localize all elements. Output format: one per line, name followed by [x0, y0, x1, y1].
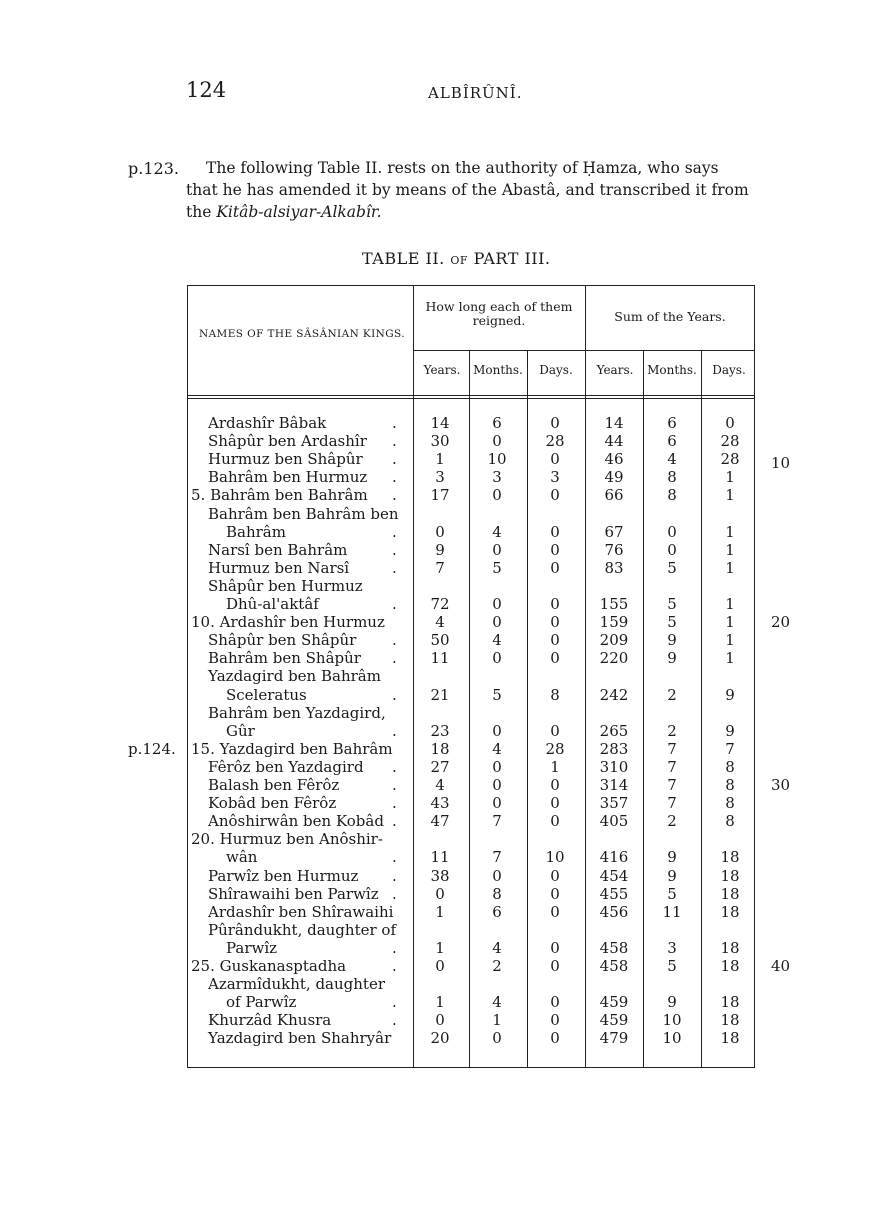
reign-value: 20 — [430, 1029, 450, 1048]
king-name: Balash ben Fêrôz — [208, 776, 340, 794]
reign-value: 5 — [492, 685, 502, 704]
sum-value: 283 — [599, 739, 629, 758]
sum-value: 18 — [720, 1029, 740, 1048]
king-name: Shîrawaihi ben Parwîz — [208, 884, 379, 903]
king-name: Khurzâd Khusra — [208, 1011, 332, 1030]
reign-value: 0 — [550, 721, 560, 740]
king-name: Dhû-al'aktâf — [226, 595, 319, 613]
king-name: Yazdagird ben Shahryâr — [208, 1029, 392, 1048]
reign-value: 0 — [492, 721, 502, 740]
leader-dots: . — [392, 866, 402, 885]
reign-value: 5 — [492, 558, 502, 577]
king-name: Bahrâm ben Bahrâm ben — [208, 504, 399, 523]
reign-value: 11 — [430, 848, 450, 867]
sum-value: 8 — [667, 468, 677, 487]
reign-value: 0 — [550, 540, 560, 559]
reign-value: 0 — [550, 486, 560, 505]
sum-value: 76 — [604, 540, 624, 559]
king-name: Pûrândukht, daughter of — [208, 920, 396, 939]
leader-dots: . — [392, 414, 402, 432]
leader-dots: . — [392, 993, 402, 1012]
reign-value: 0 — [550, 414, 560, 432]
leader-dots: . — [392, 776, 402, 794]
margin-reference: p.124. — [128, 739, 176, 758]
sum-value: 155 — [599, 595, 629, 613]
king-name: 10. Ardashîr ben Hurmuz — [191, 613, 385, 632]
table-title-part: TABLE II. — [362, 249, 445, 268]
leader-dots: . — [392, 631, 402, 650]
king-name: of Parwîz — [226, 993, 297, 1012]
king-name: Bahrâm ben Yazdagird, — [208, 703, 386, 722]
sum-value: 8 — [667, 486, 677, 505]
sum-value: 314 — [599, 776, 629, 794]
reign-value: 7 — [492, 812, 502, 831]
sum-value: 1 — [725, 613, 735, 632]
king-name: Shâpûr ben Ardashîr — [208, 432, 367, 451]
table-rule — [187, 398, 754, 399]
reign-value: 7 — [435, 558, 445, 577]
leader-dots: . — [392, 486, 402, 505]
table-rule — [187, 395, 754, 396]
table-rule — [585, 285, 586, 1068]
sum-value: 18 — [720, 848, 740, 867]
reign-value: 0 — [492, 432, 502, 451]
sum-value: 7 — [667, 776, 677, 794]
king-name: Bahrâm ben Hurmuz — [208, 468, 368, 487]
sum-value: 3 — [667, 938, 677, 957]
reign-value: 1 — [435, 938, 445, 957]
sum-value: 1 — [725, 468, 735, 487]
king-name: Anôshirwân ben Kobâd — [208, 812, 384, 831]
reign-value: 10 — [487, 450, 507, 469]
leader-dots: . — [392, 595, 402, 613]
header-names: NAMES OF THE SÂSÂNIAN KINGS. — [198, 328, 406, 340]
sum-value: 8 — [725, 794, 735, 813]
sum-value: 1 — [725, 522, 735, 541]
sum-value: 1 — [725, 486, 735, 505]
sum-value: 0 — [667, 522, 677, 541]
sum-value: 8 — [725, 757, 735, 776]
sum-value: 18 — [720, 938, 740, 957]
reign-value: 4 — [435, 776, 445, 794]
sum-value: 67 — [604, 522, 624, 541]
sum-value: 0 — [667, 540, 677, 559]
reign-value: 7 — [492, 848, 502, 867]
sum-value: 209 — [599, 631, 629, 650]
sum-value: 8 — [725, 812, 735, 831]
sum-value: 5 — [667, 558, 677, 577]
leader-dots: . — [392, 957, 402, 975]
sum-value: 2 — [667, 812, 677, 831]
sum-value: 14 — [604, 414, 624, 432]
king-name: Shâpûr ben Hurmuz — [208, 576, 363, 595]
sum-value: 83 — [604, 558, 624, 577]
reign-value: 0 — [550, 450, 560, 469]
subheader-years: Years. — [596, 363, 634, 377]
king-name: Gûr — [226, 721, 255, 740]
sum-value: 7 — [667, 739, 677, 758]
sum-value: 9 — [667, 993, 677, 1012]
reign-value: 1 — [550, 757, 560, 776]
book-title: Kitâb-alsiyar-Alkabîr. — [216, 203, 382, 221]
reign-value: 0 — [550, 649, 560, 668]
sum-value: 10 — [662, 1029, 682, 1048]
intro-line: The following Table II. rests on the authority of Ḥamza, who says — [206, 159, 719, 177]
reign-value: 1 — [435, 993, 445, 1012]
leader-dots: . — [392, 938, 402, 957]
reign-value: 3 — [550, 468, 560, 487]
table-rule — [643, 350, 644, 1068]
table-rule — [187, 1067, 754, 1068]
reign-value: 0 — [550, 812, 560, 831]
king-name: wân — [226, 848, 258, 867]
reign-value: 0 — [550, 794, 560, 813]
intro-line — [186, 201, 758, 223]
king-name: Yazdagird ben Bahrâm — [208, 667, 381, 686]
leader-dots: . — [392, 685, 402, 704]
reign-value: 17 — [430, 486, 450, 505]
reign-value: 4 — [492, 522, 502, 541]
reign-value: 18 — [430, 739, 450, 758]
table-rule — [187, 285, 754, 286]
reign-value: 0 — [550, 1029, 560, 1048]
leader-dots: . — [392, 794, 402, 813]
reign-value: 0 — [492, 866, 502, 885]
leader-dots: . — [392, 1011, 402, 1030]
reign-value: 0 — [492, 595, 502, 613]
reign-value: 0 — [492, 613, 502, 632]
sum-value: 4 — [667, 450, 677, 469]
reign-value: 0 — [435, 957, 445, 975]
leader-dots: . — [392, 468, 402, 487]
table-rule — [413, 350, 754, 351]
sum-value: 18 — [720, 957, 740, 975]
reign-value: 9 — [435, 540, 445, 559]
king-name: Parwîz — [226, 938, 278, 957]
sum-value: 18 — [720, 993, 740, 1012]
subheader-months: Months. — [473, 363, 523, 377]
sum-value: 458 — [599, 957, 629, 975]
table-rule — [469, 350, 470, 1068]
reign-value: 0 — [550, 558, 560, 577]
king-name: Fêrôz ben Yazdagird — [208, 757, 364, 776]
sum-value: 1 — [725, 631, 735, 650]
sum-value: 44 — [604, 432, 624, 451]
table-title-of: OF — [450, 254, 468, 267]
sum-value: 66 — [604, 486, 624, 505]
sum-value: 265 — [599, 721, 629, 740]
sum-value: 28 — [720, 450, 740, 469]
reign-value: 0 — [550, 1011, 560, 1030]
header-sum: Sum of the Years. — [614, 309, 726, 324]
reign-value: 0 — [492, 486, 502, 505]
reign-value: 72 — [430, 595, 450, 613]
reign-value: 0 — [492, 540, 502, 559]
table-rule — [754, 285, 755, 1068]
reign-value: 0 — [435, 884, 445, 903]
reign-value: 0 — [550, 938, 560, 957]
sum-value: 357 — [599, 794, 629, 813]
sum-value: 5 — [667, 884, 677, 903]
reign-value: 0 — [492, 794, 502, 813]
sum-value: 0 — [725, 414, 735, 432]
header-how-long: How long each of them reigned. — [425, 299, 573, 328]
sum-value: 7 — [667, 757, 677, 776]
king-name: Ardashîr ben Shîrawaihi — [208, 902, 394, 921]
sum-value: 9 — [667, 848, 677, 867]
sum-value: 9 — [725, 685, 735, 704]
sum-value: 18 — [720, 884, 740, 903]
king-name: Bahrâm — [226, 522, 286, 541]
sum-value: 9 — [667, 649, 677, 668]
sum-value: 5 — [667, 613, 677, 632]
reign-value: 0 — [492, 1029, 502, 1048]
sum-value: 454 — [599, 866, 629, 885]
reign-value: 0 — [550, 866, 560, 885]
king-name: Narsî ben Bahrâm — [208, 540, 348, 559]
reign-value: 4 — [492, 993, 502, 1012]
reign-value: 0 — [435, 1011, 445, 1030]
leader-dots: . — [392, 450, 402, 469]
reign-value: 1 — [492, 1011, 502, 1030]
reign-value: 8 — [550, 685, 560, 704]
table-rule — [701, 350, 702, 1068]
sum-value: 2 — [667, 721, 677, 740]
leader-dots: . — [392, 812, 402, 831]
margin-reference: p.123. — [128, 159, 179, 178]
reign-value: 0 — [492, 776, 502, 794]
line-marker: 20 — [771, 613, 791, 631]
reign-value: 30 — [430, 432, 450, 451]
leader-dots: . — [392, 848, 402, 867]
subheader-months: Months. — [647, 363, 697, 377]
reign-value: 4 — [492, 739, 502, 758]
sum-value: 159 — [599, 613, 629, 632]
reign-value: 1 — [435, 902, 445, 921]
reign-value: 4 — [435, 613, 445, 632]
sum-value: 459 — [599, 993, 629, 1012]
table-rule — [413, 285, 414, 1068]
king-name: 25. Guskanasptadha — [191, 957, 347, 975]
sum-value: 458 — [599, 938, 629, 957]
reign-value: 3 — [435, 468, 445, 487]
king-name: Kobâd ben Fêrôz — [208, 794, 337, 813]
reign-value: 0 — [550, 631, 560, 650]
reign-value: 6 — [492, 414, 502, 432]
sum-value: 5 — [667, 595, 677, 613]
reign-value: 28 — [545, 432, 565, 451]
sum-value: 220 — [599, 649, 629, 668]
leader-dots: . — [392, 884, 402, 903]
sum-value: 1 — [725, 649, 735, 668]
sum-value: 18 — [720, 866, 740, 885]
sum-value: 416 — [599, 848, 629, 867]
reign-value: 0 — [550, 776, 560, 794]
sum-value: 9 — [667, 631, 677, 650]
king-name: Ardashîr Bâbak — [208, 414, 327, 432]
leader-dots: . — [392, 558, 402, 577]
subheader-years: Years. — [423, 363, 461, 377]
reign-value: 50 — [430, 631, 450, 650]
reign-value: 2 — [492, 957, 502, 975]
reign-value: 0 — [550, 522, 560, 541]
sum-value: 5 — [667, 957, 677, 975]
subheader-days: Days. — [712, 363, 746, 377]
reign-value: 4 — [492, 938, 502, 957]
reign-value: 8 — [492, 884, 502, 903]
reign-value: 11 — [430, 649, 450, 668]
table-rule — [187, 285, 188, 1068]
sum-value: 9 — [725, 721, 735, 740]
king-name: Azarmîdukht, daughter — [208, 975, 385, 994]
sum-value: 459 — [599, 1011, 629, 1030]
reign-value: 10 — [545, 848, 565, 867]
reign-value: 0 — [492, 757, 502, 776]
table-rule — [527, 350, 528, 1068]
reign-value: 0 — [550, 884, 560, 903]
sum-value: 405 — [599, 812, 629, 831]
sum-value: 2 — [667, 685, 677, 704]
reign-value: 43 — [430, 794, 450, 813]
intro-line: that he has amended it by means of the Abastâ, and transcribed it from — [186, 181, 749, 199]
reign-value: 0 — [550, 902, 560, 921]
sum-value: 7 — [667, 794, 677, 813]
reign-value: 14 — [430, 414, 450, 432]
reign-value: 0 — [550, 957, 560, 975]
sum-value: 6 — [667, 414, 677, 432]
sum-value: 1 — [725, 540, 735, 559]
king-name: 15. Yazdagird ben Bahrâm — [191, 739, 393, 758]
king-name: 5. Bahrâm ben Bahrâm — [191, 486, 368, 505]
subheader-days: Days. — [539, 363, 573, 377]
reign-value: 21 — [430, 685, 450, 704]
king-name: Hurmuz ben Shâpûr — [208, 450, 363, 469]
sum-value: 18 — [720, 1011, 740, 1030]
sum-value: 18 — [720, 902, 740, 921]
king-name: Hurmuz ben Narsî — [208, 558, 350, 577]
intro-paragraph — [186, 157, 758, 223]
page-number: 124 — [186, 78, 227, 102]
sum-value: 6 — [667, 432, 677, 451]
leader-dots: . — [392, 522, 402, 541]
reign-value: 0 — [550, 993, 560, 1012]
reign-value: 3 — [492, 468, 502, 487]
table-title — [362, 249, 551, 268]
reign-value: 27 — [430, 757, 450, 776]
reign-value: 4 — [492, 631, 502, 650]
sum-value: 456 — [599, 902, 629, 921]
reign-value: 0 — [492, 649, 502, 668]
line-marker: 30 — [771, 776, 791, 794]
sum-value: 28 — [720, 432, 740, 451]
reign-value: 0 — [435, 522, 445, 541]
sum-value: 1 — [725, 595, 735, 613]
reign-value: 0 — [550, 595, 560, 613]
sum-value: 10 — [662, 1011, 682, 1030]
reign-value: 47 — [430, 812, 450, 831]
reign-value: 28 — [545, 739, 565, 758]
sum-value: 7 — [725, 739, 735, 758]
sum-value: 9 — [667, 866, 677, 885]
line-marker: 40 — [771, 957, 791, 975]
king-name: 20. Hurmuz ben Anôshir- — [191, 830, 383, 849]
king-name: Sceleratus — [226, 685, 307, 704]
king-name: Bahrâm ben Shâpûr — [208, 649, 361, 668]
reign-value: 6 — [492, 902, 502, 921]
reign-value: 23 — [430, 721, 450, 740]
line-marker: 10 — [771, 454, 791, 472]
sum-value: 8 — [725, 776, 735, 794]
reign-value: 1 — [435, 450, 445, 469]
table-title-part: PART III. — [473, 249, 551, 268]
leader-dots: . — [392, 432, 402, 451]
reign-value: 38 — [430, 866, 450, 885]
leader-dots: . — [392, 540, 402, 559]
sum-value: 46 — [604, 450, 624, 469]
leader-dots: . — [392, 721, 402, 740]
sum-value: 479 — [599, 1029, 629, 1048]
leader-dots: . — [392, 649, 402, 668]
sum-value: 11 — [662, 902, 682, 921]
sum-value: 1 — [725, 558, 735, 577]
king-name: Shâpûr ben Shâpûr — [208, 631, 357, 650]
running-head: ALBÎRÛNÎ. — [428, 84, 523, 102]
intro-line-text: the — [186, 203, 212, 221]
sum-value: 310 — [599, 757, 629, 776]
sum-value: 49 — [604, 468, 624, 487]
leader-dots: . — [392, 757, 402, 776]
sum-value: 242 — [599, 685, 629, 704]
king-name: Parwîz ben Hurmuz — [208, 866, 359, 885]
sum-value: 455 — [599, 884, 629, 903]
reign-value: 0 — [550, 613, 560, 632]
